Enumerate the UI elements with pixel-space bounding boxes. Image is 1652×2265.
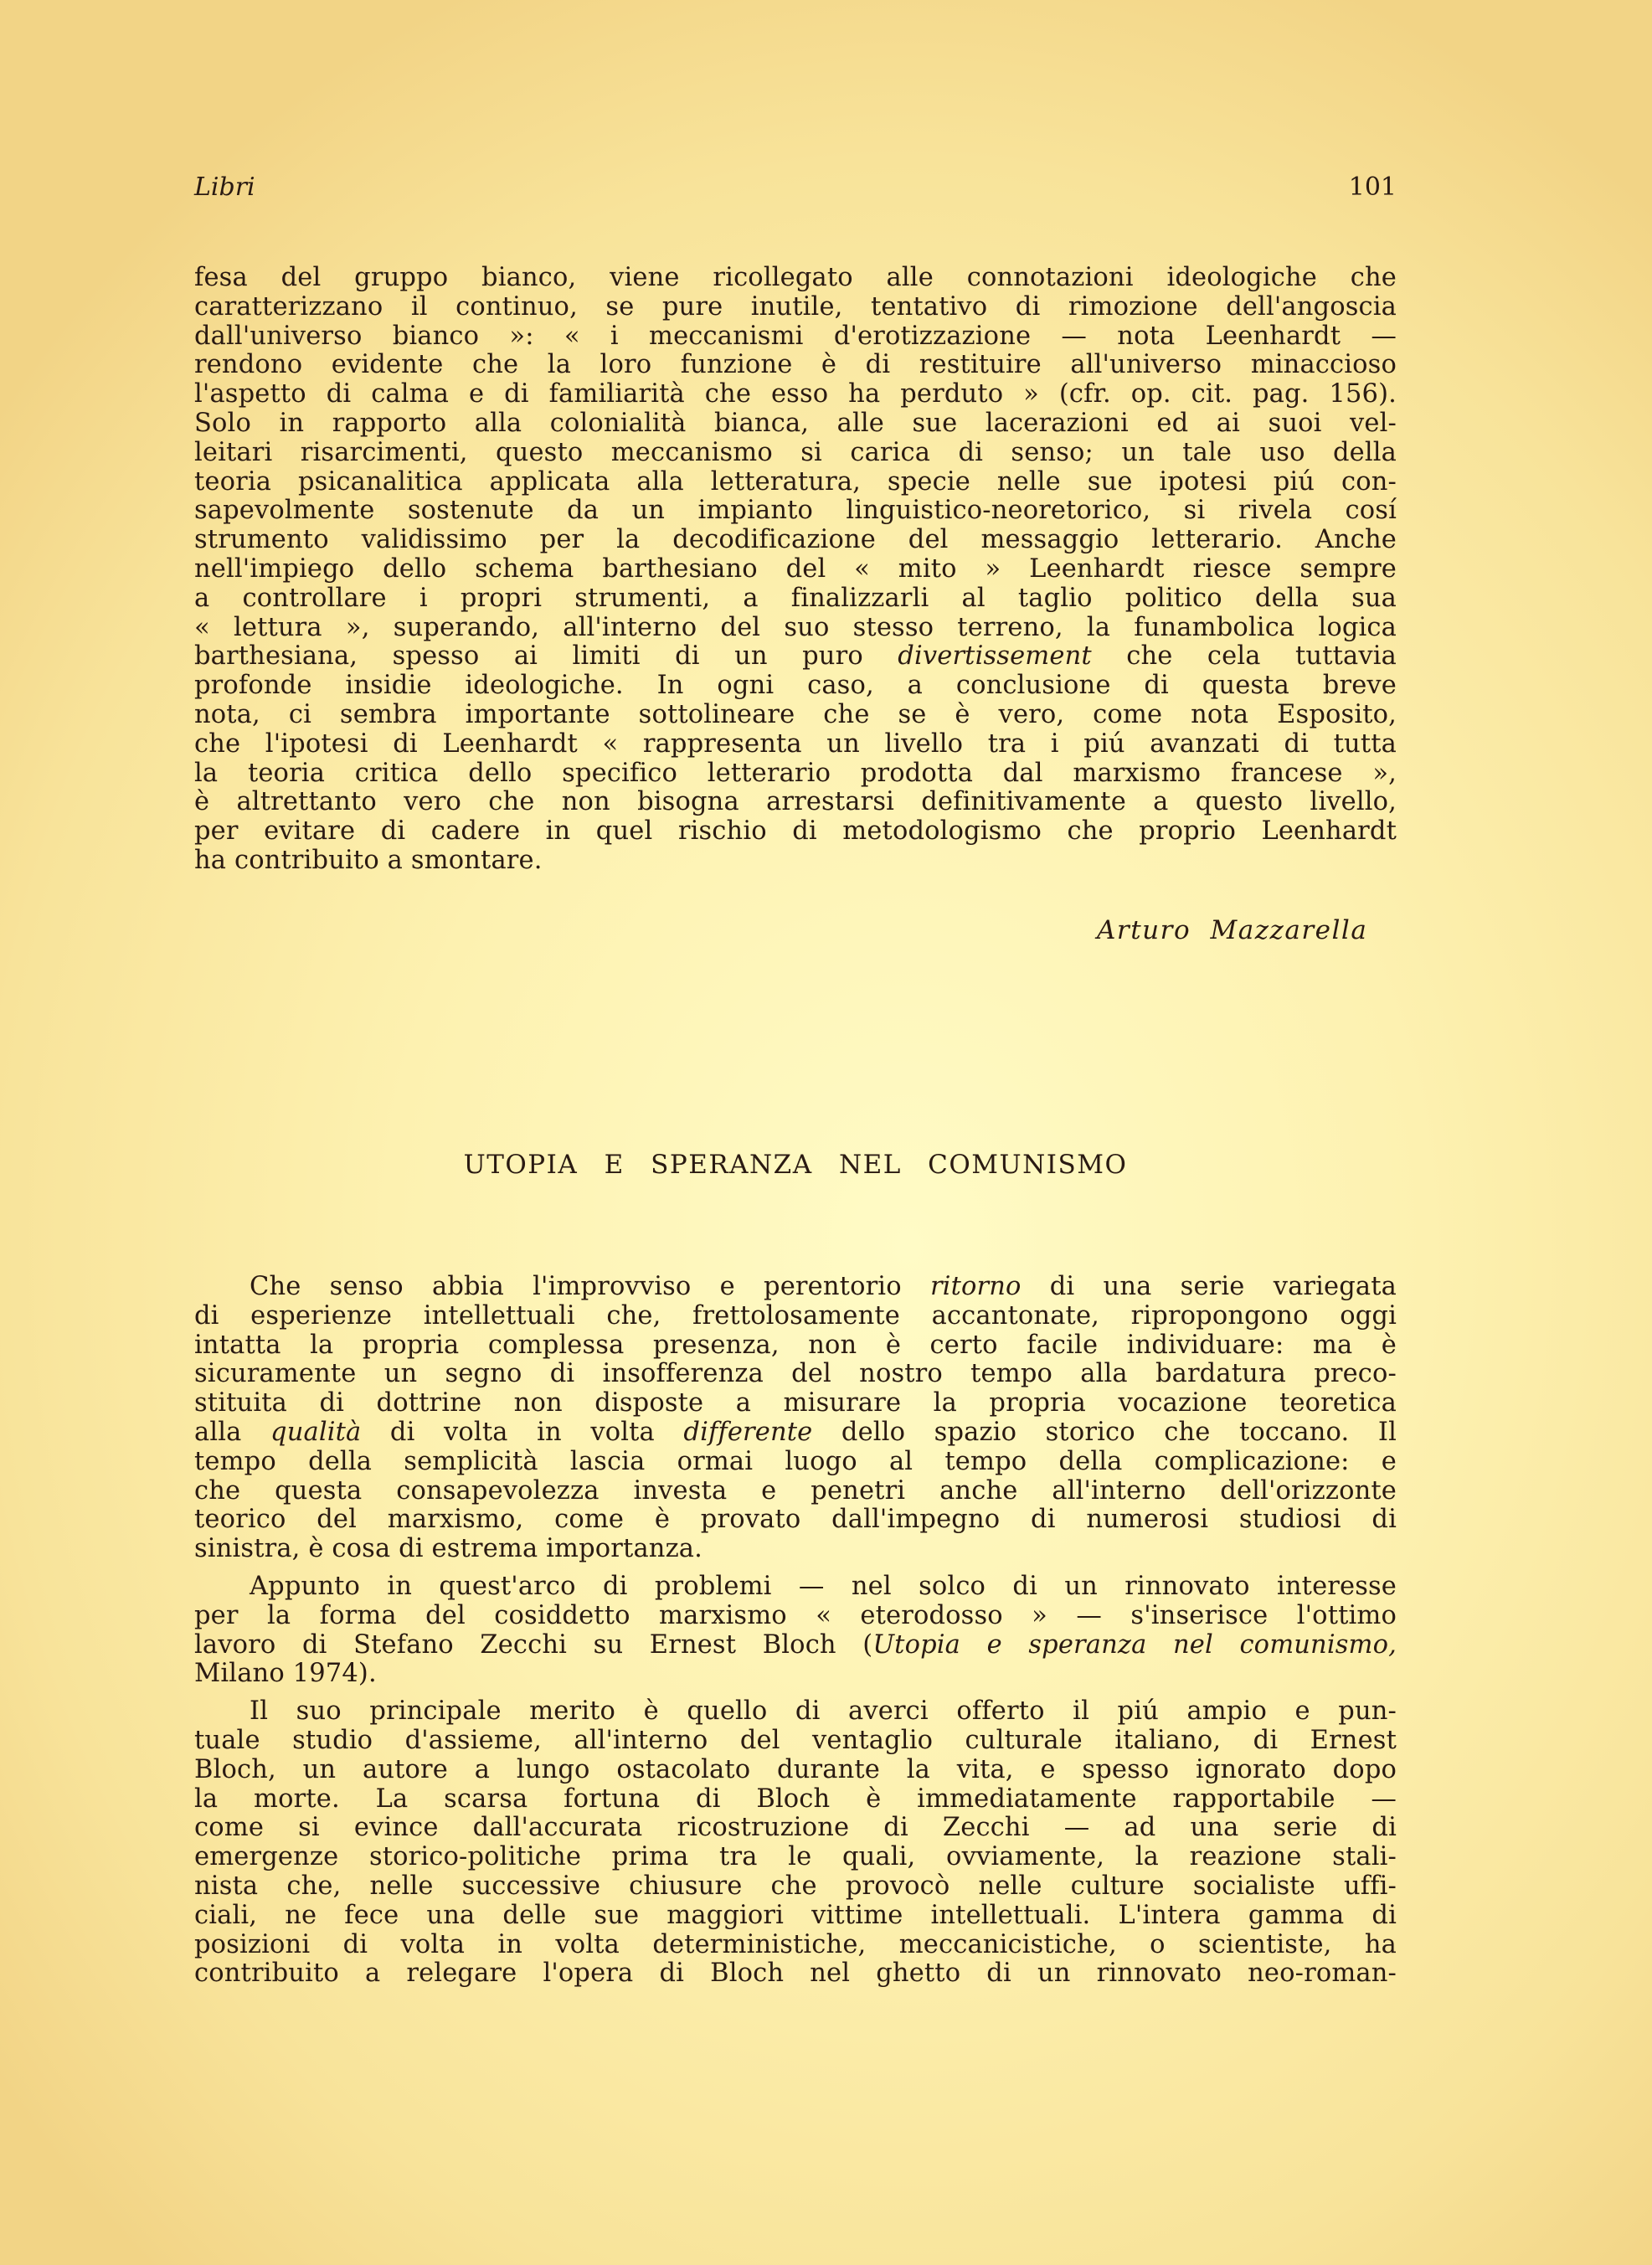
text-span: di volta in volta — [361, 1417, 684, 1447]
text-line — [194, 1273, 1397, 1302]
text-line: Appunto in quest'arco di problemi — nel solco di un rinnovato interesse — [250, 1571, 1397, 1601]
text-line: la teoria critica dello specifico letterario prodotta dal marxismo francese », — [194, 758, 1397, 788]
text-line: teoria psicanalitica applicata alla letteratura, specie nelle sue ipotesi piú con- — [194, 466, 1397, 497]
italic-term: qualità — [270, 1417, 362, 1447]
text-line: teorico del marxismo, come è provato dall'impegno di numerosi studiosi di — [194, 1505, 1397, 1535]
text-line: Milano 1974). — [194, 1659, 377, 1689]
text-line: l'aspetto di calma e di familiarità che esso ha perduto » (cfr. op. cit. pag. 156). — [194, 379, 1397, 409]
text-line: Il suo principale merito è quello di averci offerto il piú ampio e pun- — [250, 1696, 1397, 1727]
text-line: posizioni di volta in volta deterministiche, meccanicistiche, o scientiste, ha — [194, 1929, 1397, 1959]
text-line: sicuramente un segno di insofferenza del nostro tempo alla bardatura preco- — [194, 1359, 1397, 1389]
italic-book-title: Utopia e speranza nel comunismo, — [872, 1629, 1397, 1660]
text-line: tempo della semplicità lascia ormai luogo al tempo della complicazione: e — [194, 1446, 1397, 1476]
text-line: caratterizzano il continuo, se pure inutile, tentativo di rimozione dell'angoscia — [194, 291, 1397, 322]
review-2-text — [194, 1273, 1397, 1989]
italic-term: differente — [683, 1417, 813, 1447]
text-span: che cela tuttavia — [1091, 641, 1397, 672]
text-line: leitari risarcimenti, questo meccanismo si carica di senso; un tale uso della — [194, 437, 1397, 467]
text-line: a controllare i propri strumenti, a finalizzarli al taglio politico della sua — [194, 583, 1397, 613]
text-line: strumento validissimo per la decodificazione del messaggio letterario. Anche — [194, 525, 1397, 555]
text-span: lavoro di Stefano Zecchi su Ernest Bloch ( — [194, 1629, 873, 1660]
text-line: stituita di dottrine non disposte a misurare la propria vocazione teoretica — [194, 1388, 1397, 1418]
section-title: Libri — [194, 172, 255, 202]
text-line: dall'universo bianco »: « i meccanismi d'erotizzazione — nota Leenhardt — — [194, 321, 1397, 351]
text-line: per evitare di cadere in quel rischio di metodologismo che proprio Leenhardt — [194, 816, 1397, 847]
text-line: fesa del gruppo bianco, viene ricollegato alle connotazioni ideologiche che — [194, 263, 1397, 292]
text-line: intatta la propria complessa presenza, non è certo facile individuare: ma è — [194, 1330, 1397, 1360]
text-line: Bloch, un autore a lungo ostacolato durante la vita, e spesso ignorato dopo — [194, 1754, 1397, 1784]
text-line: per la forma del cosiddetto marxismo « eterodosso » — s'inserisce l'ottimo — [194, 1600, 1397, 1630]
text-line: la morte. La scarsa fortuna di Bloch è immediatamente rapportabile — — [194, 1784, 1397, 1814]
text-line: nista che, nelle successive chiusure che provocò nelle culture socialiste uffi- — [194, 1871, 1397, 1901]
text-line: nota, ci sembra importante sottolineare che se è vero, come nota Esposito, — [194, 699, 1397, 729]
text-line: sapevolmente sostenute da un impianto linguistico-neoretorico, si rivela cosí — [194, 496, 1397, 526]
text-line: Solo in rapporto alla colonialità bianca, alle sue lacerazioni ed ai suoi vel- — [194, 408, 1397, 438]
review-1-text — [194, 264, 1397, 876]
text-span: barthesiana, spesso ai limiti di un puro — [194, 641, 898, 672]
text-line: nell'impiego dello schema barthesiano del « mito » Leenhardt riesce sempre — [194, 553, 1397, 584]
text-line — [194, 642, 1397, 672]
text-line: rendono evidente che la loro funzione è di restituire all'universo minaccioso — [194, 350, 1397, 380]
text-line: « lettura », superando, all'interno del suo stesso terreno, la funambolica logica — [194, 612, 1397, 642]
author-signature: Arturo Mazzarella — [1097, 915, 1368, 945]
text-line: di esperienze intellettuali che, frettolosamente accantonate, ripropongono oggi — [194, 1300, 1397, 1331]
text-line: tuale studio d'assieme, all'interno del ventaglio culturale italiano, di Ernest — [194, 1725, 1397, 1755]
text-line: ha contribuito a smontare. — [194, 845, 543, 875]
text-line — [194, 1418, 1397, 1448]
text-span: Che senso abbia l'improvviso e perentorio — [250, 1272, 930, 1301]
text-line: profonde insidie ideologiche. In ogni caso, a conclusione di questa breve — [194, 671, 1397, 701]
text-span: alla — [194, 1417, 271, 1447]
text-span: di una serie variegata — [1021, 1272, 1397, 1301]
review-title: UTOPIA E SPERANZA NEL COMUNISMO — [463, 1150, 1128, 1180]
text-line: sinistra, è cosa di estrema importanza. — [194, 1534, 702, 1564]
text-line: emergenze storico-politiche prima tra le quali, ovviamente, la reazione stali- — [194, 1842, 1397, 1872]
page-number: 101 — [1348, 172, 1397, 202]
text-line: come si evince dall'accurata ricostruzione di Zecchi — ad una serie di — [194, 1813, 1397, 1843]
text-line: contribuito a relegare l'opera di Bloch nel ghetto di un rinnovato neo-roman- — [194, 1959, 1397, 1989]
italic-term: ritorno — [929, 1272, 1022, 1301]
italic-term: divertissement — [898, 641, 1092, 672]
text-line: che questa consapevolezza investa e penetri anche all'interno dell'orizzonte — [194, 1475, 1397, 1506]
text-span: dello spazio storico che toccano. Il — [812, 1417, 1397, 1447]
text-line: è altrettanto vero che non bisogna arrestarsi definitivamente a questo livello, — [194, 787, 1397, 817]
text-line: ciali, ne fece una delle sue maggiori vittime intellettuali. L'intera gamma di — [194, 1900, 1397, 1930]
text-line — [194, 1631, 1397, 1660]
text-line: che l'ipotesi di Leenhardt « rappresenta un livello tra i piú avanzati di tutta — [194, 728, 1397, 759]
